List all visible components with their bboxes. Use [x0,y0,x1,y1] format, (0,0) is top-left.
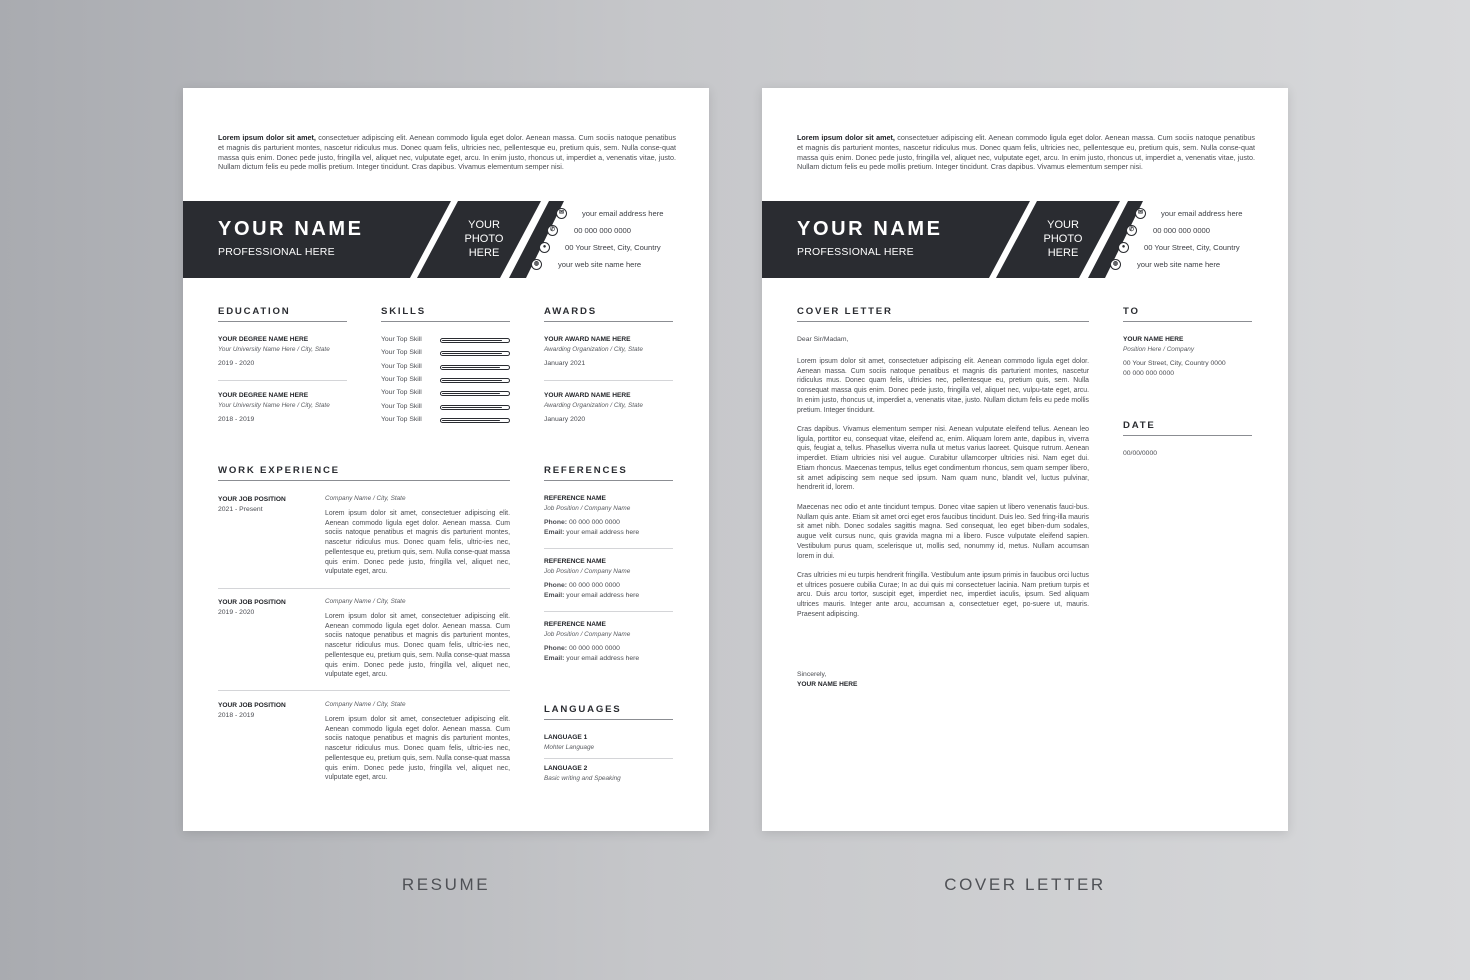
divider [544,611,673,612]
contact-email: your email address here [582,209,664,218]
reference-name: REFERENCE NAME [544,495,606,502]
skill-level-bar [440,338,510,343]
salutation: Dear Sir/Madam, [797,336,849,343]
signature: YOUR NAME HERE [797,681,858,688]
education-title: EDUCATION [218,306,347,322]
award-name: YOUR AWARD NAME HERE [544,336,631,343]
skill-level-fill [442,380,502,381]
job-position: YOUR JOB POSITION [218,702,286,709]
cover-letter-sheet [762,88,1288,831]
job-position: YOUR JOB POSITION [218,599,286,606]
location-icon: ● [539,242,550,253]
award-date: January 2020 [544,416,586,423]
award-org: Awarding Organization / City, State [544,346,643,353]
reference-name: REFERENCE NAME [544,621,606,628]
resume-name: YOUR NAME [218,218,364,240]
date-title: DATE [1123,420,1252,436]
language-level: Basic writing and Speaking [544,775,621,782]
to-title: TO [1123,306,1252,322]
skill-level-bar [440,391,510,396]
reference-phone: Phone: 00 000 000 0000 [544,519,620,526]
skill-level-bar [440,418,510,423]
skill-label: Your Top Skill [381,349,422,357]
reference-phone: Phone: 00 000 000 0000 [544,645,620,652]
location-icon: ● [1118,242,1129,253]
skill-level-fill [442,367,500,368]
letter-paragraph: Lorem ipsum dolor sit amet, consectetuer adipiscing elit. Aenean commodo ligula eget dolor. Aenean massa. Cum sociis natoque penatibus et magnis dis parturient montes, nascetur ridiculus mus. Donec quam felis, ultricies nec, pellentesque eu, pretium quis, sem. Nulla consequat massa quis enim. Donec pede justo, fringilla vel, aliquet nec, vulpu-tate eget, arcu. In enim justo, rhoncus ut, imperdiet a, venenatis vitae, justo. Nullam dictum felis eu pede mollis pretium. Integer tincidunt. [797,358,1089,414]
skill-level-fill [442,420,500,421]
recipient-name: YOUR NAME HERE [1123,336,1184,343]
closing: Sincerely, [797,671,827,678]
recipient-phone: 00 000 000 0000 [1123,370,1175,377]
education-years: 2018 - 2019 [218,416,255,423]
skill-level-fill [442,353,502,354]
divider [544,548,673,549]
divider [218,690,510,691]
intro-paragraph: Lorem ipsum dolor sit amet, consectetuer adipiscing elit. Aenean commodo ligula eget dolor. Aenean massa. Cum sociis natoque penatibus et magnis dis parturient montes, nascetur ridiculus mus. Donec quam felis, ultricies nec, pellentesque eu, pretium quis, sem. Nulla conse-quat massa quis enim. Donec pede justo, fringilla vel, aliquet nec, vulputate eget, arcu. In enim justo, rhoncus ut, imperdiet a, venenatis vitae, justo. Nullam dictum felis eu pede mollis pretium. Integer tincidunt. Cras dapibus. Vivamus elementum semper nisi. [797,133,1256,172]
contact-phone: 00 000 000 0000 [574,226,632,235]
contact-website: your web site name here [1137,260,1221,269]
job-company: Company Name / City, State [325,701,406,708]
reference-name: REFERENCE NAME [544,558,606,565]
skill-label: Your Top Skill [381,336,422,343]
reference-position: Job Position / Company Name [544,568,631,575]
language-level: Mohter Language [544,744,595,751]
cover-name: YOUR NAME [797,218,943,240]
language-name: LANGUAGE 1 [544,734,588,741]
reference-position: Job Position / Company Name [544,505,631,512]
photo-placeholder: YOUR PHOTO HERE [464,219,504,259]
cover-profession: PROFESSIONAL HERE [797,246,914,258]
skill-level-fill [442,393,500,394]
reference-email: Email: your email address here [544,655,640,662]
resume-profession: PROFESSIONAL HERE [218,246,335,258]
education-school: Your University Name Here / City, State [218,402,330,409]
recipient-position: Position Here / Company [1123,346,1195,353]
job-company: Company Name / City, State [325,598,406,605]
work-experience-title: WORK EXPERIENCE [218,465,510,481]
reference-email: Email: your email address here [544,529,640,536]
job-description: Lorem ipsum dolor sit amet, consectetuer adipiscing elit. Aenean commodo ligula eget dolor. Aenean massa. Cum sociis natoque penatibus et magnis dis parturient montes, nascetur ridiculus mus. Donec quam felis, ultric-ies nec, pellentesque eu, pretium quis, sem. Nulla conse-quat massa quis enim. Donec pede justo, fringilla vel, aliquet nec, vulputate eget, arcu. [325,510,510,576]
job-company: Company Name / City, State [325,495,406,502]
photo-placeholder: YOUR PHOTO HERE [1043,219,1083,259]
skill-label: Your Top Skill [381,362,422,370]
skill-level-bar [440,365,510,370]
job-years: 2021 - Present [218,506,263,513]
reference-position: Job Position / Company Name [544,631,631,638]
skill-level-bar [440,351,510,356]
reference-phone: Phone: 00 000 000 0000 [544,582,620,589]
education-degree: YOUR DEGREE NAME HERE [218,336,309,343]
contact-address: 00 Your Street, City, Country [1144,243,1240,252]
reference-email: Email: your email address here [544,592,640,599]
cover-letter-title: COVER LETTER [797,306,1089,322]
education-years: 2019 - 2020 [218,360,255,367]
email-icon: ✉ [1135,208,1146,219]
award-name: YOUR AWARD NAME HERE [544,392,631,399]
skill-level-bar [440,405,510,410]
job-years: 2019 - 2020 [218,609,255,616]
resume-sheet [183,88,709,831]
references-title: REFERENCES [544,465,673,481]
contact-address: 00 Your Street, City, Country [565,243,661,252]
education-school: Your University Name Here / City, State [218,346,330,353]
letter-paragraph: Cras ultricies mi eu turpis hendrerit fringilla. Vestibulum ante ipsum primis in faucibus orci luctus et ultrices posuere cubilia Curae; In ac dui quis mi consectetuer lacinia. Nam pretium turpis et arcu. Duis arcu tortor, suscipit eget, imperdiet nec, imperdiet iaculis, ipsum. Sed aliquam ultrices mauris. Integer ante arcu, accumsan a, consectetuer eget, po-suere ut, mauris. Praesent adipiscing. [797,572,1089,618]
skill-level-bar [440,378,510,383]
cover-letter-caption: COVER LETTER [944,875,1106,894]
job-years: 2018 - 2019 [218,712,255,719]
letter-paragraph: Cras dapibus. Vivamus elementum semper nisi. Aenean vulputate eleifend tellus. Aenean leo ligula, porttitor eu, consequat vitae, eleifend ac, enim. Aliquam lorem ante, dapibus in, viverra quis, feugiat a, tellus. Phasellus viverra nulla ut metus varius laoreet. Quisque rutrum. Aenean imperdiet. Etiam ultricies nisi vel augue. Curabitur ullamcorper ultricies nisi. Nam eget dui. Etiam rhoncus. Maecenas tempus, tellus eget condimentum rhoncus, sem quam semper libero, sit amet adipiscing sem neque sed ipsum. Nam quam nunc, blandit vel, luctus pulvinar, hendrerit id, lorem. [797,426,1089,492]
award-org: Awarding Organization / City, State [544,402,643,409]
letter-paragraph: Maecenas nec odio et ante tincidunt tempus. Donec vitae sapien ut libero venenatis fauci-bus. Nullam quis ante. Etiam sit amet orci eget eros faucibus tincidunt. Duis leo. Sed fring-illa mauris sit amet nibh. Donec sodales sagittis magna. Sed consequat, leo eget biben-dum sodales, augue velit cursus nunc, quis gravida magna mi a libero. Fusce vulputate eleifend sapien. Vestibulum purus quam, scelerisque ut, mollis sed, nonummy id, metus. Nullam accumsan lorem in dui. [797,504,1089,560]
skill-level-fill [442,407,502,408]
job-position: YOUR JOB POSITION [218,496,286,503]
contact-email: your email address here [1161,209,1243,218]
skill-label: Your Top Skill [381,389,422,397]
skills-title: SKILLS [381,306,510,322]
email-icon: ✉ [556,208,567,219]
date-value: 00/00/0000 [1123,450,1158,457]
award-date: January 2021 [544,360,586,367]
divider [544,758,673,759]
divider [218,380,347,381]
skill-label: Your Top Skill [381,375,422,383]
awards-title: AWARDS [544,306,673,322]
resume-caption: RESUME [401,875,491,894]
skill-label: Your Top Skill [381,415,422,423]
contact-website: your web site name here [558,260,642,269]
skill-label: Your Top Skill [381,402,422,410]
intro-paragraph: Lorem ipsum dolor sit amet, consectetuer adipiscing elit. Aenean commodo ligula eget dolor. Aenean massa. Cum sociis natoque penatibus et magnis dis parturient montes, nascetur ridiculus mus. Donec quam felis, ultricies nec, pellentesque eu, pretium quis, sem. Nulla conse-quat massa quis enim. Donec pede justo, fringilla vel, aliquet nec, vulputate eget, arcu. In enim justo, rhoncus ut, imperdiet a, venenatis vitae, justo. Nullam dictum felis eu pede mollis pretium. Integer tincidunt. Cras dapibus. Vivamus elementum semper nisi. [218,133,677,172]
divider [544,380,673,381]
education-degree: YOUR DEGREE NAME HERE [218,392,309,399]
job-description: Lorem ipsum dolor sit amet, consectetuer adipiscing elit. Aenean commodo ligula eget dolor. Aenean massa. Cum sociis natoque penatibus et magnis dis parturient montes, nascetur ridiculus mus. Donec quam felis, ultric-ies nec, pellentesque eu, pretium quis, sem. Nulla conse-quat massa quis enim. Donec pede justo, fringilla vel, aliquet nec, vulputate eget, arcu. [325,613,510,679]
contact-phone: 00 000 000 0000 [1153,226,1211,235]
phone-icon: ✆ [547,225,558,236]
job-description: Lorem ipsum dolor sit amet, consectetuer adipiscing elit. Aenean commodo ligula eget dolor. Aenean massa. Cum sociis natoque penatibus et magnis dis parturient montes, nascetur ridiculus mus. Donec quam felis, ultric-ies nec, pellentesque eu, pretium quis, sem. Nulla conse-quat massa quis enim. Donec pede justo, fringilla vel, aliquet nec, vulputate eget, arcu. [325,716,510,782]
phone-icon: ✆ [1126,225,1137,236]
skill-level-fill [442,340,502,341]
recipient-address: 00 Your Street, City, Country 0000 [1123,360,1226,367]
globe-icon: ◍ [531,259,542,270]
language-name: LANGUAGE 2 [544,765,588,772]
languages-title: LANGUAGES [544,704,673,720]
divider [218,588,510,589]
globe-icon: ◍ [1110,259,1121,270]
